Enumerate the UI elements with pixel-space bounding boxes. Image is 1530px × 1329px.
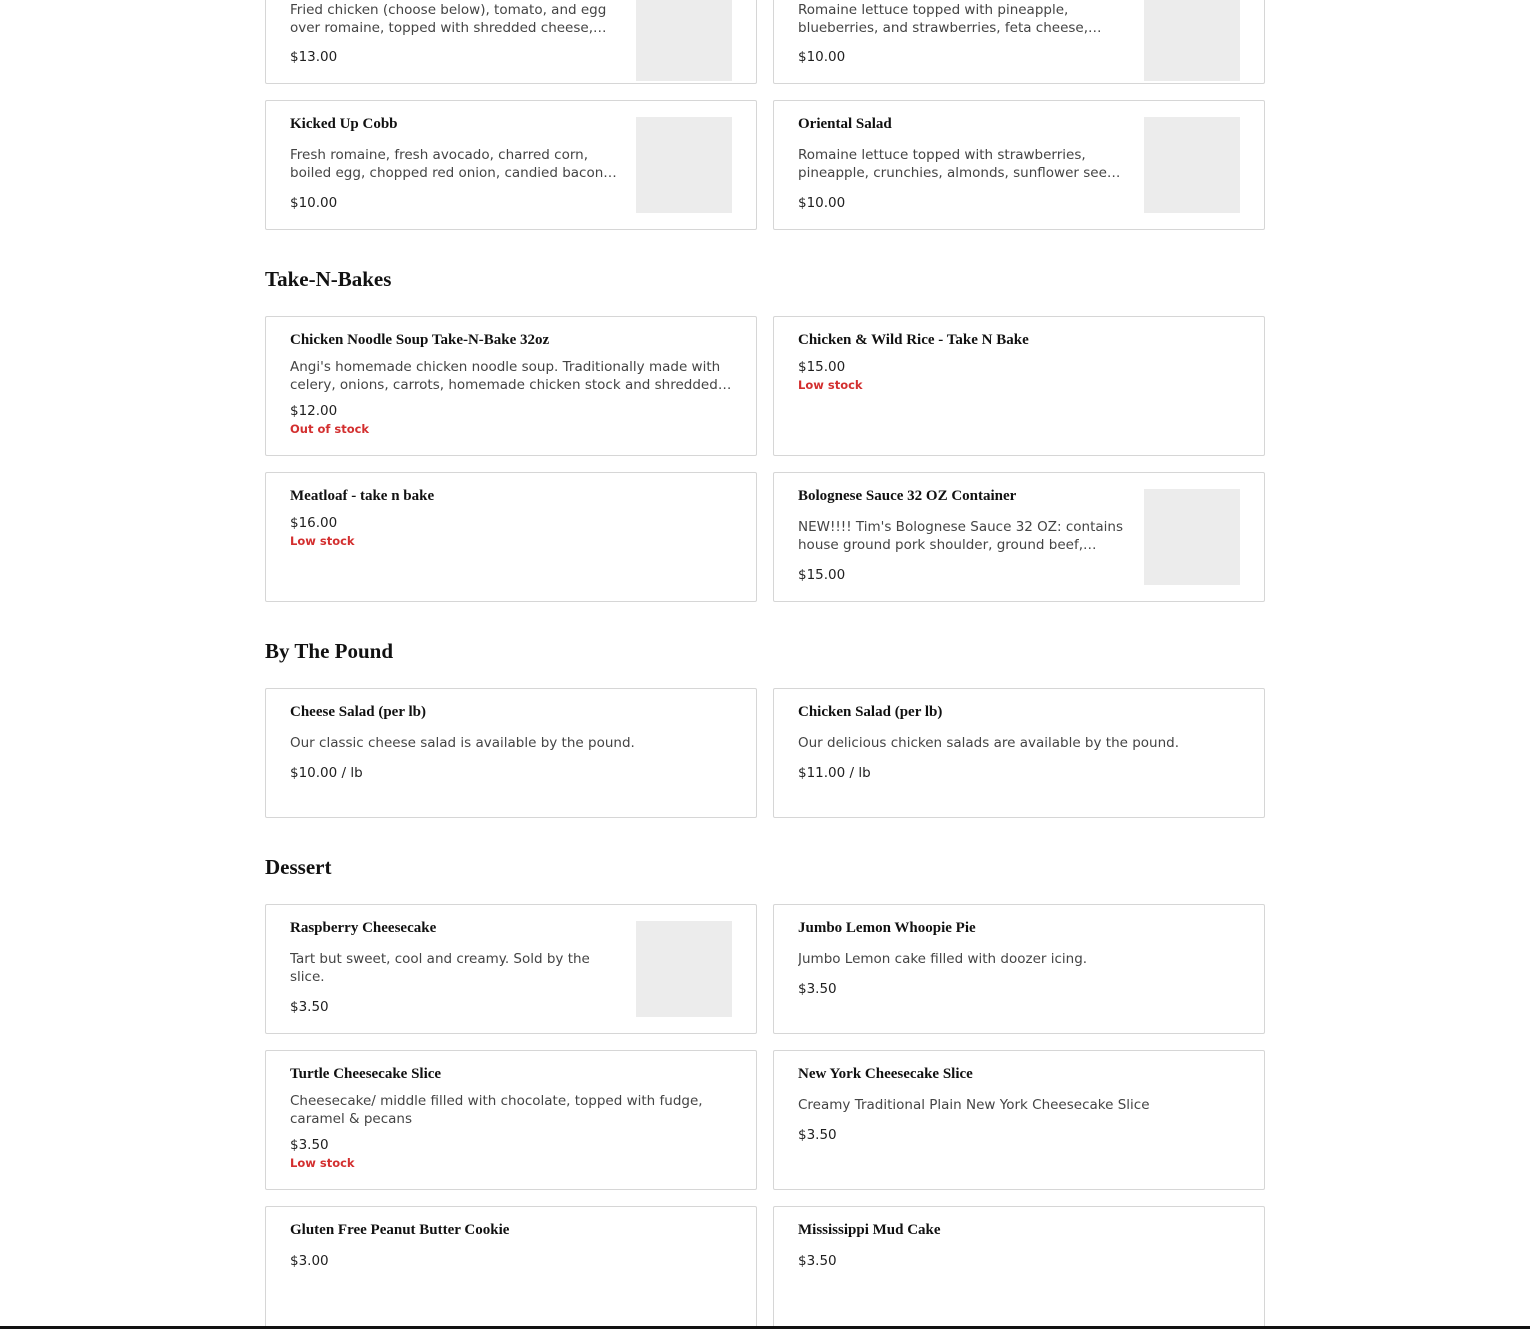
- item-price: $16.00: [290, 515, 338, 531]
- menu-item-card[interactable]: [265, 1050, 757, 1190]
- menu-item-card[interactable]: [265, 472, 757, 602]
- item-name: Mississippi Mud Cake: [798, 1222, 941, 1238]
- item-description: NEW!!!! Tim's Bolognese Sauce 32 OZ: contains house ground pork shoulder, ground beef,: [798, 519, 1124, 553]
- item-price: $10.00: [798, 195, 846, 211]
- item-description: Romaine lettuce topped with pineapple, blueberries, and strawberries, feta cheese,: [798, 2, 1089, 36]
- item-photo: [1144, 0, 1240, 81]
- menu-item-card[interactable]: [773, 904, 1265, 1034]
- item-photo: [636, 921, 732, 1017]
- menu-item-card[interactable]: [265, 904, 757, 1034]
- item-description: Angi's homemade chicken noodle soup. Traditionally made with celery, onions, carrots, homemade chicken stock and shredded: [290, 359, 721, 393]
- section-title-by-the-pound: By The Pound: [265, 639, 393, 663]
- item-price: $3.50: [290, 999, 329, 1015]
- item-price: $3.00: [290, 1253, 329, 1269]
- stock-status-badge: Out of stock: [290, 422, 370, 436]
- item-price: $11.00 / lb: [798, 765, 871, 781]
- item-description: Tart but sweet, cool and creamy. Sold by the slice.: [290, 951, 590, 985]
- item-price: $3.50: [290, 1137, 329, 1153]
- item-name: Gluten Free Peanut Butter Cookie: [290, 1222, 510, 1238]
- item-description: Romaine lettuce topped with strawberries, pineapple, crunchies, almonds, sunflower seeds: [798, 147, 1123, 181]
- item-name: Meatloaf - take n bake: [290, 488, 435, 504]
- item-price: $10.00: [290, 195, 338, 211]
- item-price: $15.00: [798, 567, 846, 583]
- menu-item-card[interactable]: [773, 688, 1265, 818]
- item-description: Cheesecake/ middle filled with chocolate, topped with fudge, caramel & pecans: [290, 1093, 703, 1127]
- item-name: Chicken Salad (per lb): [798, 704, 943, 720]
- item-price: $3.50: [798, 1127, 837, 1143]
- stock-status-badge: Low stock: [290, 534, 355, 548]
- item-description: Fresh romaine, fresh avocado, charred corn, boiled egg, chopped red onion, candied bacon: [290, 147, 604, 181]
- menu-item-card[interactable]: [773, 1050, 1265, 1190]
- item-price: $3.50: [798, 981, 837, 997]
- menu-item-card[interactable]: [265, 0, 757, 84]
- item-photo: [636, 0, 732, 81]
- item-name: Bolognese Sauce 32 OZ Container: [798, 488, 1017, 504]
- item-name: Kicked Up Cobb: [290, 116, 398, 132]
- item-name: Jumbo Lemon Whoopie Pie: [798, 920, 976, 936]
- item-photo: [636, 117, 732, 213]
- item-name: Oriental Salad: [798, 116, 892, 132]
- stock-status-badge: Low stock: [290, 1156, 355, 1170]
- item-name: Cheese Salad (per lb): [290, 704, 426, 720]
- stock-status-badge: Low stock: [798, 378, 863, 392]
- menu-item-card[interactable]: [265, 688, 757, 818]
- item-photo: [1144, 489, 1240, 585]
- item-description: Our delicious chicken salads are available by the pound.: [798, 735, 1180, 751]
- item-name: Turtle Cheesecake Slice: [290, 1066, 442, 1082]
- item-price: $12.00: [290, 403, 338, 419]
- item-photo: [1144, 117, 1240, 213]
- menu-item-card[interactable]: [773, 316, 1265, 456]
- item-name: Chicken Noodle Soup Take-N-Bake 32oz: [290, 332, 550, 348]
- item-description: Jumbo Lemon cake filled with doozer icing.: [798, 951, 1088, 967]
- menu-item-card[interactable]: [773, 1206, 1265, 1329]
- item-price: $13.00: [290, 49, 338, 65]
- menu-item-card[interactable]: [265, 1206, 757, 1329]
- menu-item-card[interactable]: [773, 472, 1265, 602]
- item-price: $3.50: [798, 1253, 837, 1269]
- menu-item-card[interactable]: [773, 100, 1265, 230]
- menu-item-card[interactable]: [773, 0, 1265, 84]
- item-price: $10.00 / lb: [290, 765, 363, 781]
- item-name: Raspberry Cheesecake: [290, 920, 437, 936]
- item-price: $10.00: [798, 49, 846, 65]
- menu-item-card[interactable]: [265, 316, 757, 456]
- item-name: Chicken & Wild Rice - Take N Bake: [798, 332, 1029, 348]
- item-description: Our classic cheese salad is available by the pound.: [290, 735, 635, 751]
- item-price: $15.00: [798, 359, 846, 375]
- item-description: Creamy Traditional Plain New York Cheesecake Slice: [798, 1097, 1150, 1113]
- item-name: New York Cheesecake Slice: [798, 1066, 973, 1082]
- section-title-dessert: Dessert: [265, 855, 332, 879]
- menu-item-card[interactable]: [265, 100, 757, 230]
- item-description: Fried chicken (choose below), tomato, and egg over romaine, topped with shredded cheese,: [290, 2, 607, 36]
- section-title-take-n-bakes: Take-N-Bakes: [265, 267, 392, 291]
